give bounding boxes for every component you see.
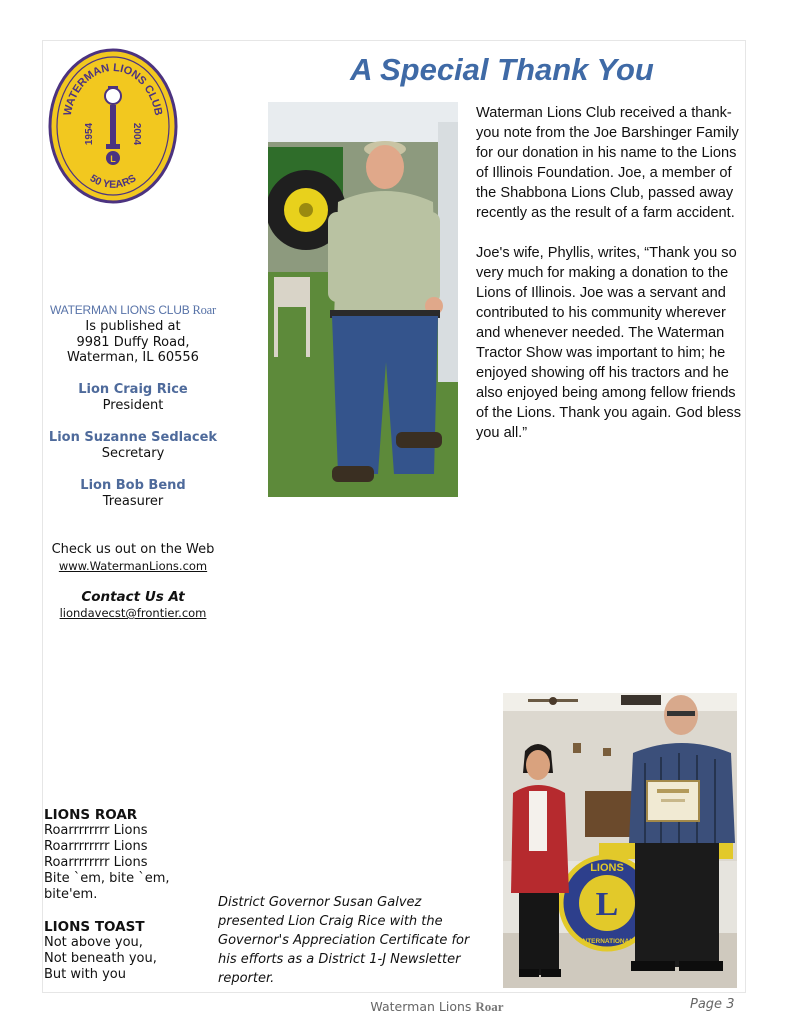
poem-line: Roarrrrrrrr Lions bbox=[44, 855, 148, 870]
logo-club-text: WATERMAN LIONS CLUB bbox=[61, 61, 165, 117]
officer-role: Secretary bbox=[101, 446, 165, 461]
publication-suffix: Roar bbox=[192, 303, 216, 317]
contact-block bbox=[44, 589, 222, 620]
web-label: Check us out on the Web bbox=[51, 542, 215, 557]
published-line: Is published at bbox=[85, 319, 181, 334]
page-footer bbox=[330, 999, 544, 1015]
officer-president bbox=[44, 382, 222, 414]
lions-roar-heading: LIONS ROAR bbox=[44, 807, 138, 823]
lions-toast-block bbox=[44, 919, 224, 983]
logo-anniversary-text: 50 YEARS bbox=[87, 172, 139, 191]
poem-line: Not beneath you, bbox=[44, 951, 157, 966]
officer-name: Lion Suzanne Sedlacek bbox=[48, 430, 218, 445]
article-body bbox=[476, 103, 744, 463]
website-link[interactable]: www.WatermanLions.com bbox=[58, 559, 208, 573]
officer-secretary bbox=[44, 430, 222, 462]
photo-caption: District Governor Susan Galvez presented Lion Craig Rice with the Governor's Appreciation Certificate for his efforts as a District 1-J Newsletter reporter. bbox=[218, 895, 470, 986]
officer-role: President bbox=[102, 398, 164, 413]
officer-name: Lion Bob Bend bbox=[80, 478, 186, 493]
footer-brand: Roar bbox=[475, 999, 504, 1014]
poem-line: Bite `em, bite `em, bbox=[44, 871, 170, 886]
poem-line: But with you bbox=[44, 967, 126, 982]
contact-email-link[interactable]: liondavecst@frontier.com bbox=[59, 606, 207, 620]
chandelier-icon bbox=[621, 695, 661, 705]
poem-line: bite'em. bbox=[44, 887, 98, 902]
address-line2: Waterman, IL 60556 bbox=[67, 350, 199, 365]
article-paragraph-2: Joe's wife, Phyllis, writes, “Thank you so very much for making a donation to the Lions of Illinois. Joe was a servant and contributed to his community wherever and whenever needed. The Waterman Tractor Show was important to him; he enjoyed showing off his tractors and he also enjoyed being among fellow friends of the Lions. Thank you again. God bless you all.” bbox=[476, 245, 742, 441]
logo-emblem-letter: L bbox=[110, 154, 116, 164]
emblem-letter: L bbox=[595, 886, 619, 923]
poem-line: Roarrrrrrrr Lions bbox=[44, 823, 148, 838]
officer-name: Lion Craig Rice bbox=[78, 382, 188, 397]
emblem-ring-bottom: INTERNATIONAL bbox=[580, 938, 634, 945]
lions-toast-heading: LIONS TOAST bbox=[44, 919, 145, 935]
publication-club: WATERMAN LIONS CLUB bbox=[50, 303, 190, 317]
publication-name bbox=[44, 303, 222, 318]
article-title: A Special Thank You bbox=[350, 52, 654, 87]
web-block bbox=[44, 542, 222, 574]
lions-roar-block bbox=[44, 807, 224, 903]
poem-line: Not above you, bbox=[44, 935, 143, 950]
article-paragraph-1: Waterman Lions Club received a thank-you note from the Joe Barshinger Family for our donation in his name to the Lions of Illinois Foundation. Joe, a member of the Shabbona Lions Club, passed away recently as the result of a farm accident. bbox=[476, 105, 739, 221]
address-line1: 9981 Duffy Road, bbox=[76, 334, 190, 350]
logo-year-right: 2004 bbox=[131, 122, 142, 146]
footer-publication: Waterman Lions bbox=[370, 999, 472, 1014]
officer-role: Treasurer bbox=[102, 494, 164, 509]
photo-certificate-presentation bbox=[503, 693, 737, 988]
photo-joe-barshinger bbox=[268, 102, 458, 497]
officer-treasurer bbox=[44, 478, 222, 510]
contact-heading: Contact Us At bbox=[81, 589, 185, 605]
lions-club-logo bbox=[48, 48, 178, 204]
page-number: Page 3 bbox=[690, 997, 735, 1012]
logo-year-left: 1954 bbox=[84, 122, 95, 146]
poem-line: Roarrrrrrrr Lions bbox=[44, 839, 148, 854]
publication-address bbox=[44, 319, 222, 366]
emblem-ring-top: LIONS bbox=[590, 862, 624, 874]
